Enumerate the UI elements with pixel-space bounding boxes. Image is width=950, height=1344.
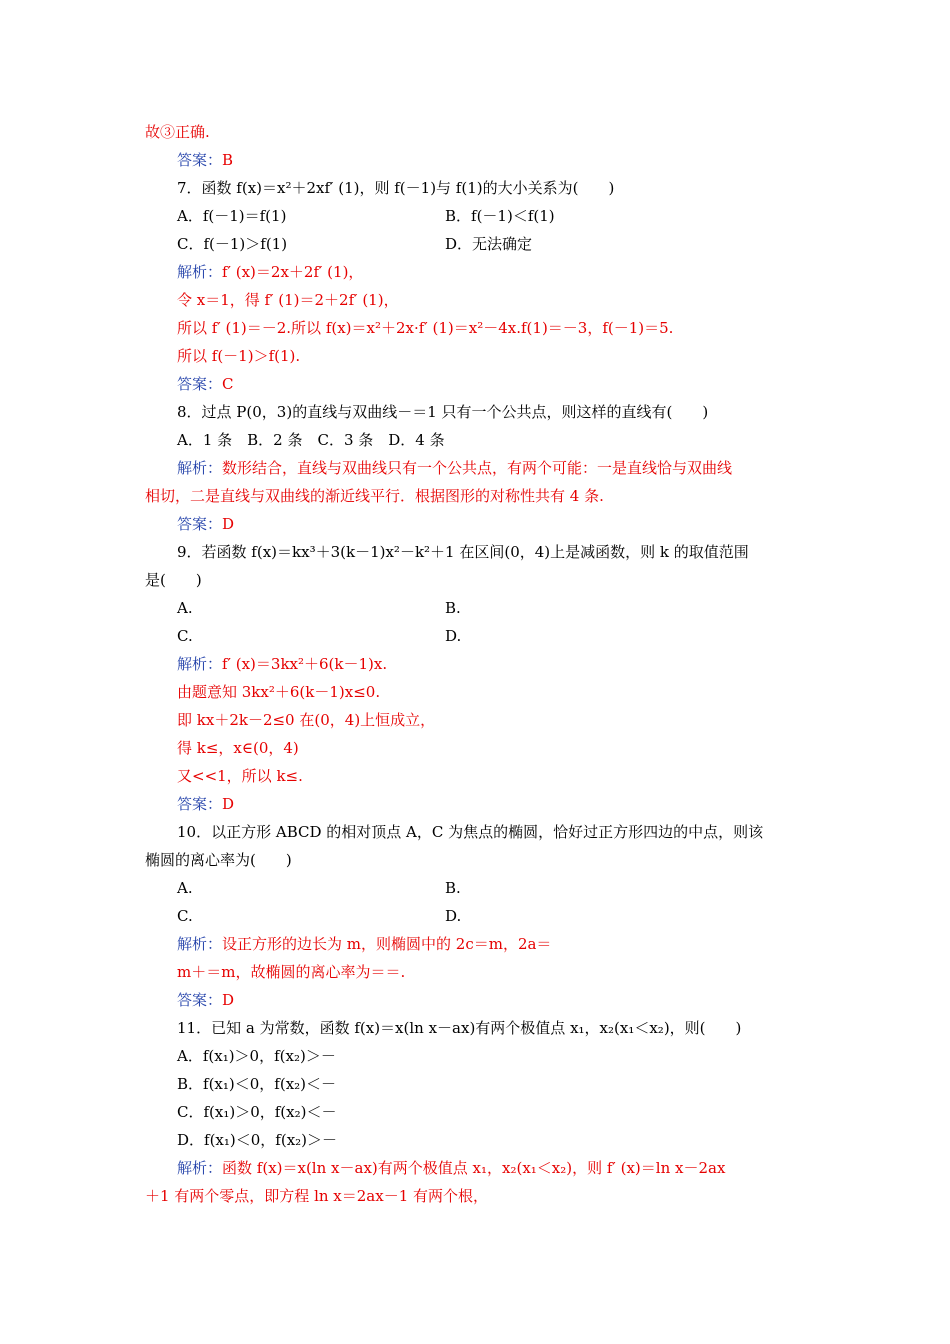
analysis-label: 解析：: [177, 1159, 223, 1177]
line-text: 所以 f(－1)＞f(1).: [177, 347, 301, 365]
text-line: [177, 1158, 725, 1178]
text-line: [177, 150, 233, 170]
text-line: [177, 318, 673, 338]
line-text: 设正方形的边长为 m，则椭圆中的 2c＝m，2a＝: [222, 935, 552, 953]
line-text: D: [222, 991, 235, 1009]
text-line: [177, 878, 193, 898]
text-line: [177, 1102, 336, 1122]
text-line: [177, 1130, 337, 1150]
line-text: f′ (x)＝2x＋2f′ (1)，: [222, 263, 364, 281]
text-line: [177, 710, 435, 730]
line-text: ＋1 有两个零点，即方程 ln x＝2ax－1 有两个根，: [145, 1187, 489, 1205]
line-text: 故③正确.: [145, 123, 210, 141]
line-text: 7．函数 f(x)＝x²＋2xf′ (1)，则 f(－1)与 f(1)的大小关系为( ): [177, 179, 615, 197]
option-right-column: D．无法确定: [445, 235, 533, 253]
line-text: f′ (x)＝3kx²＋6(k－1)x.: [222, 655, 388, 673]
text-line: [177, 934, 551, 954]
answer-label: 答案：: [177, 795, 223, 813]
option-right-column: B．f(－1)＜f(1): [445, 207, 555, 225]
text-line: [177, 514, 234, 534]
text-line: [177, 290, 399, 310]
text-line: [177, 682, 380, 702]
text-line: [177, 738, 299, 758]
text-line: [177, 458, 732, 478]
text-line: [177, 766, 303, 786]
line-text: A.: [177, 879, 193, 897]
option-right-column: B.: [445, 879, 461, 897]
text-line: [177, 346, 300, 366]
text-line: [177, 430, 445, 450]
line-text: C.: [177, 627, 193, 645]
text-line: [177, 402, 708, 422]
line-text: 是( ): [145, 571, 202, 589]
option-right-column: B.: [445, 599, 461, 617]
line-text: 10．以正方形 ABCD 的相对顶点 A，C 为焦点的椭圆，恰好过正方形四边的中点，则该: [177, 823, 764, 841]
line-text: D: [222, 795, 235, 813]
text-line: [145, 570, 202, 590]
text-line: [177, 654, 387, 674]
text-line: [145, 122, 210, 142]
text-line: [177, 822, 763, 842]
line-text: D．f(x₁)＜0，f(x₂)＞－: [177, 1131, 338, 1149]
text-line: [177, 262, 363, 282]
text-line: [177, 962, 405, 982]
text-line: [177, 794, 234, 814]
line-text: D: [222, 515, 235, 533]
text-line: [177, 178, 614, 198]
line-text: 函数 f(x)＝x(ln x－ax)有两个极值点 x₁，x₂(x₁＜x₂)，则 f′ (x)＝ln x－2ax: [222, 1159, 726, 1177]
line-text: 所以 f′ (1)＝－2.所以 f(x)＝x²＋2x·f′ (1)＝x²－4x.f(1)＝－3，f(－1)＝5.: [177, 319, 674, 337]
text-line: [177, 990, 234, 1010]
text-line: [177, 1046, 336, 1066]
text-line: [177, 374, 234, 394]
text-line: [177, 542, 749, 562]
line-text: 又<<1，所以 k≤.: [177, 767, 303, 785]
text-line: [145, 486, 604, 506]
answer-label: 答案：: [177, 515, 223, 533]
analysis-label: 解析：: [177, 935, 223, 953]
line-text: A．f(x₁)＞0，f(x₂)＞－: [177, 1047, 336, 1065]
text-line: [177, 206, 286, 226]
line-text: 相切，二是直线与双曲线的渐近线平行．根据图形的对称性共有 4 条.: [145, 487, 604, 505]
answer-label: 答案：: [177, 375, 223, 393]
text-line: [177, 626, 193, 646]
line-text: C．f(x₁)＞0，f(x₂)＜－: [177, 1103, 337, 1121]
analysis-label: 解析：: [177, 263, 223, 281]
text-line: [177, 1074, 336, 1094]
line-text: 即 kx＋2k－2≤0 在(0，4)上恒成立，: [177, 711, 436, 729]
text-line: [177, 234, 287, 254]
line-text: 由题意知 3kx²＋6(k－1)x≤0.: [177, 683, 381, 701]
analysis-label: 解析：: [177, 459, 223, 477]
text-line: [145, 850, 292, 870]
line-text: 9．若函数 f(x)＝kx³＋3(k－1)x²－k²＋1 在区间(0，4)上是减函数，则 k 的取值范围: [177, 543, 749, 561]
text-line: [177, 598, 193, 618]
analysis-label: 解析：: [177, 655, 223, 673]
text-line: [177, 906, 193, 926]
line-text: 数形结合，直线与双曲线只有一个公共点，有两个可能：一是直线恰与双曲线: [222, 459, 733, 477]
text-line: [145, 1186, 488, 1206]
line-text: A.: [177, 599, 193, 617]
text-line: [177, 1018, 741, 1038]
option-right-column: D.: [445, 907, 462, 925]
line-text: A．1 条 B．2 条 C．3 条 D．4 条: [177, 431, 445, 449]
line-text: m＋＝m，故椭圆的离心率为＝＝.: [177, 963, 406, 981]
line-text: 得 k≤，x∈(0，4): [177, 739, 299, 757]
line-text: C.: [177, 907, 193, 925]
line-text: C．f(－1)＞f(1): [177, 235, 288, 253]
line-text: C: [222, 375, 234, 393]
line-text: B．f(x₁)＜0，f(x₂)＜－: [177, 1075, 337, 1093]
line-text: B: [222, 151, 234, 169]
line-text: 8．过点 P(0，3)的直线与双曲线－＝1 只有一个公共点，则这样的直线有( ): [177, 403, 709, 421]
option-right-column: D.: [445, 627, 462, 645]
answer-label: 答案：: [177, 991, 223, 1009]
line-text: 令 x＝1，得 f′ (1)＝2＋2f′ (1)，: [177, 291, 399, 309]
line-text: 椭圆的离心率为( ): [145, 851, 292, 869]
line-text: A．f(－1)＝f(1): [177, 207, 287, 225]
answer-label: 答案：: [177, 151, 223, 169]
line-text: 11．已知 a 为常数，函数 f(x)＝x(ln x－ax)有两个极值点 x₁，x₂(x₁＜x₂)，则( ): [177, 1019, 742, 1037]
